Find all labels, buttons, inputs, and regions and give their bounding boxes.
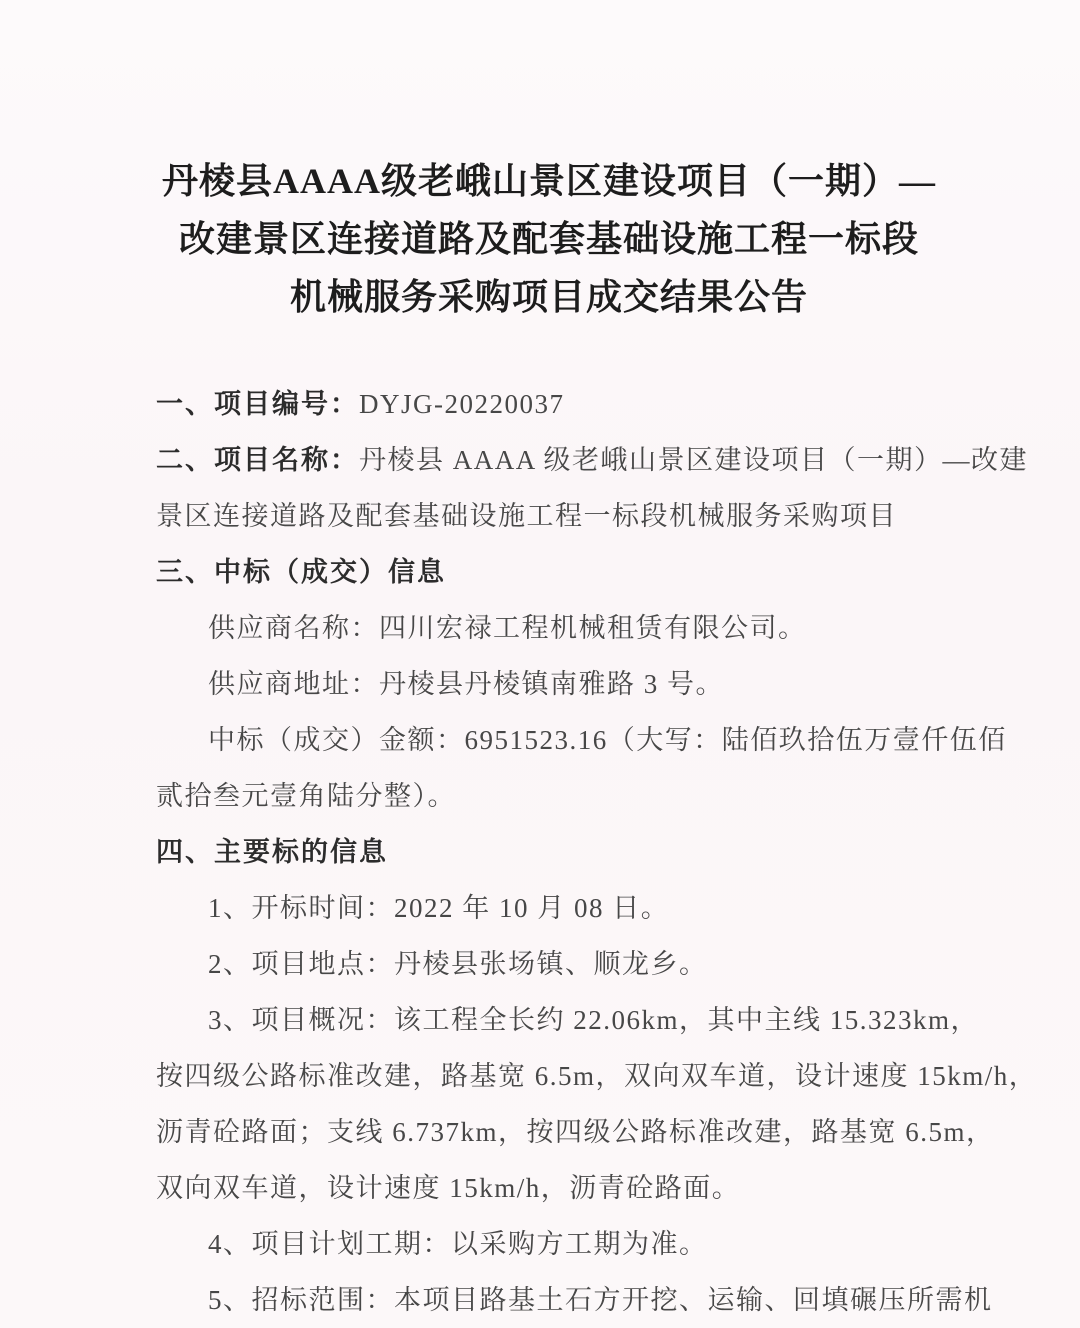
title-line-2: 改建景区连接道路及配套基础设施工程一标段 (178, 219, 919, 259)
field-supplier-address: 供应商地址：丹棱县丹棱镇南雅路 3 号。 (208, 669, 724, 699)
field-project-overview-line-2: 按四级公路标准改建，路基宽 6.5m，双向双车道，设计速度 15km/h， (156, 1061, 1038, 1091)
section-heading-subject-info: 四、主要标的信息 (156, 837, 388, 867)
project-name-label: 二、项目名称： (156, 445, 359, 475)
field-award-amount: 中标（成交）金额：6951523.16（大写：陆佰玖拾伍万壹仟伍佰 (208, 725, 1007, 755)
section-heading-award-info: 三、中标（成交）信息 (156, 557, 446, 587)
document-title (156, 152, 942, 326)
document-body (156, 376, 1038, 1328)
field-project-name-continued: 景区连接道路及配套基础设施工程一标段机械服务采购项目 (156, 501, 897, 531)
field-supplier-name: 供应商名称：四川宏禄工程机械租赁有限公司。 (208, 613, 807, 643)
title-line-1: 丹棱县AAAA级老峨山景区建设项目（一期）— (162, 161, 936, 201)
field-project-overview-line-4: 双向双车道，设计速度 15km/h，沥青砼路面。 (156, 1173, 741, 1203)
project-number-value: DYJG-20220037 (359, 389, 565, 419)
field-project-number (156, 376, 942, 432)
project-name-value: 丹棱县 AAAA 级老峨山景区建设项目（一期）—改建 (359, 445, 1029, 475)
field-bidding-scope: 5、招标范围：本项目路基土石方开挖、运输、回填碾压所需机 (208, 1285, 993, 1315)
field-award-amount-continued: 贰拾叁元壹角陆分整）。 (156, 781, 456, 811)
field-project-name (156, 432, 1029, 488)
project-number-label: 一、项目编号： (156, 389, 359, 419)
title-line-3: 机械服务采购项目成交结果公告 (289, 277, 808, 317)
field-project-overview-line-3: 沥青砼路面；支线 6.737km，按四级公路标准改建，路基宽 6.5m， (156, 1117, 995, 1147)
field-project-location: 2、项目地点：丹棱县张场镇、顺龙乡。 (208, 949, 708, 979)
field-project-overview: 3、项目概况：该工程全长约 22.06km，其中主线 15.323km， (208, 1005, 980, 1035)
field-project-schedule: 4、项目计划工期：以采购方工期为准。 (208, 1229, 708, 1259)
field-bid-opening-time: 1、开标时间：2022 年 10 月 08 日。 (208, 893, 670, 923)
